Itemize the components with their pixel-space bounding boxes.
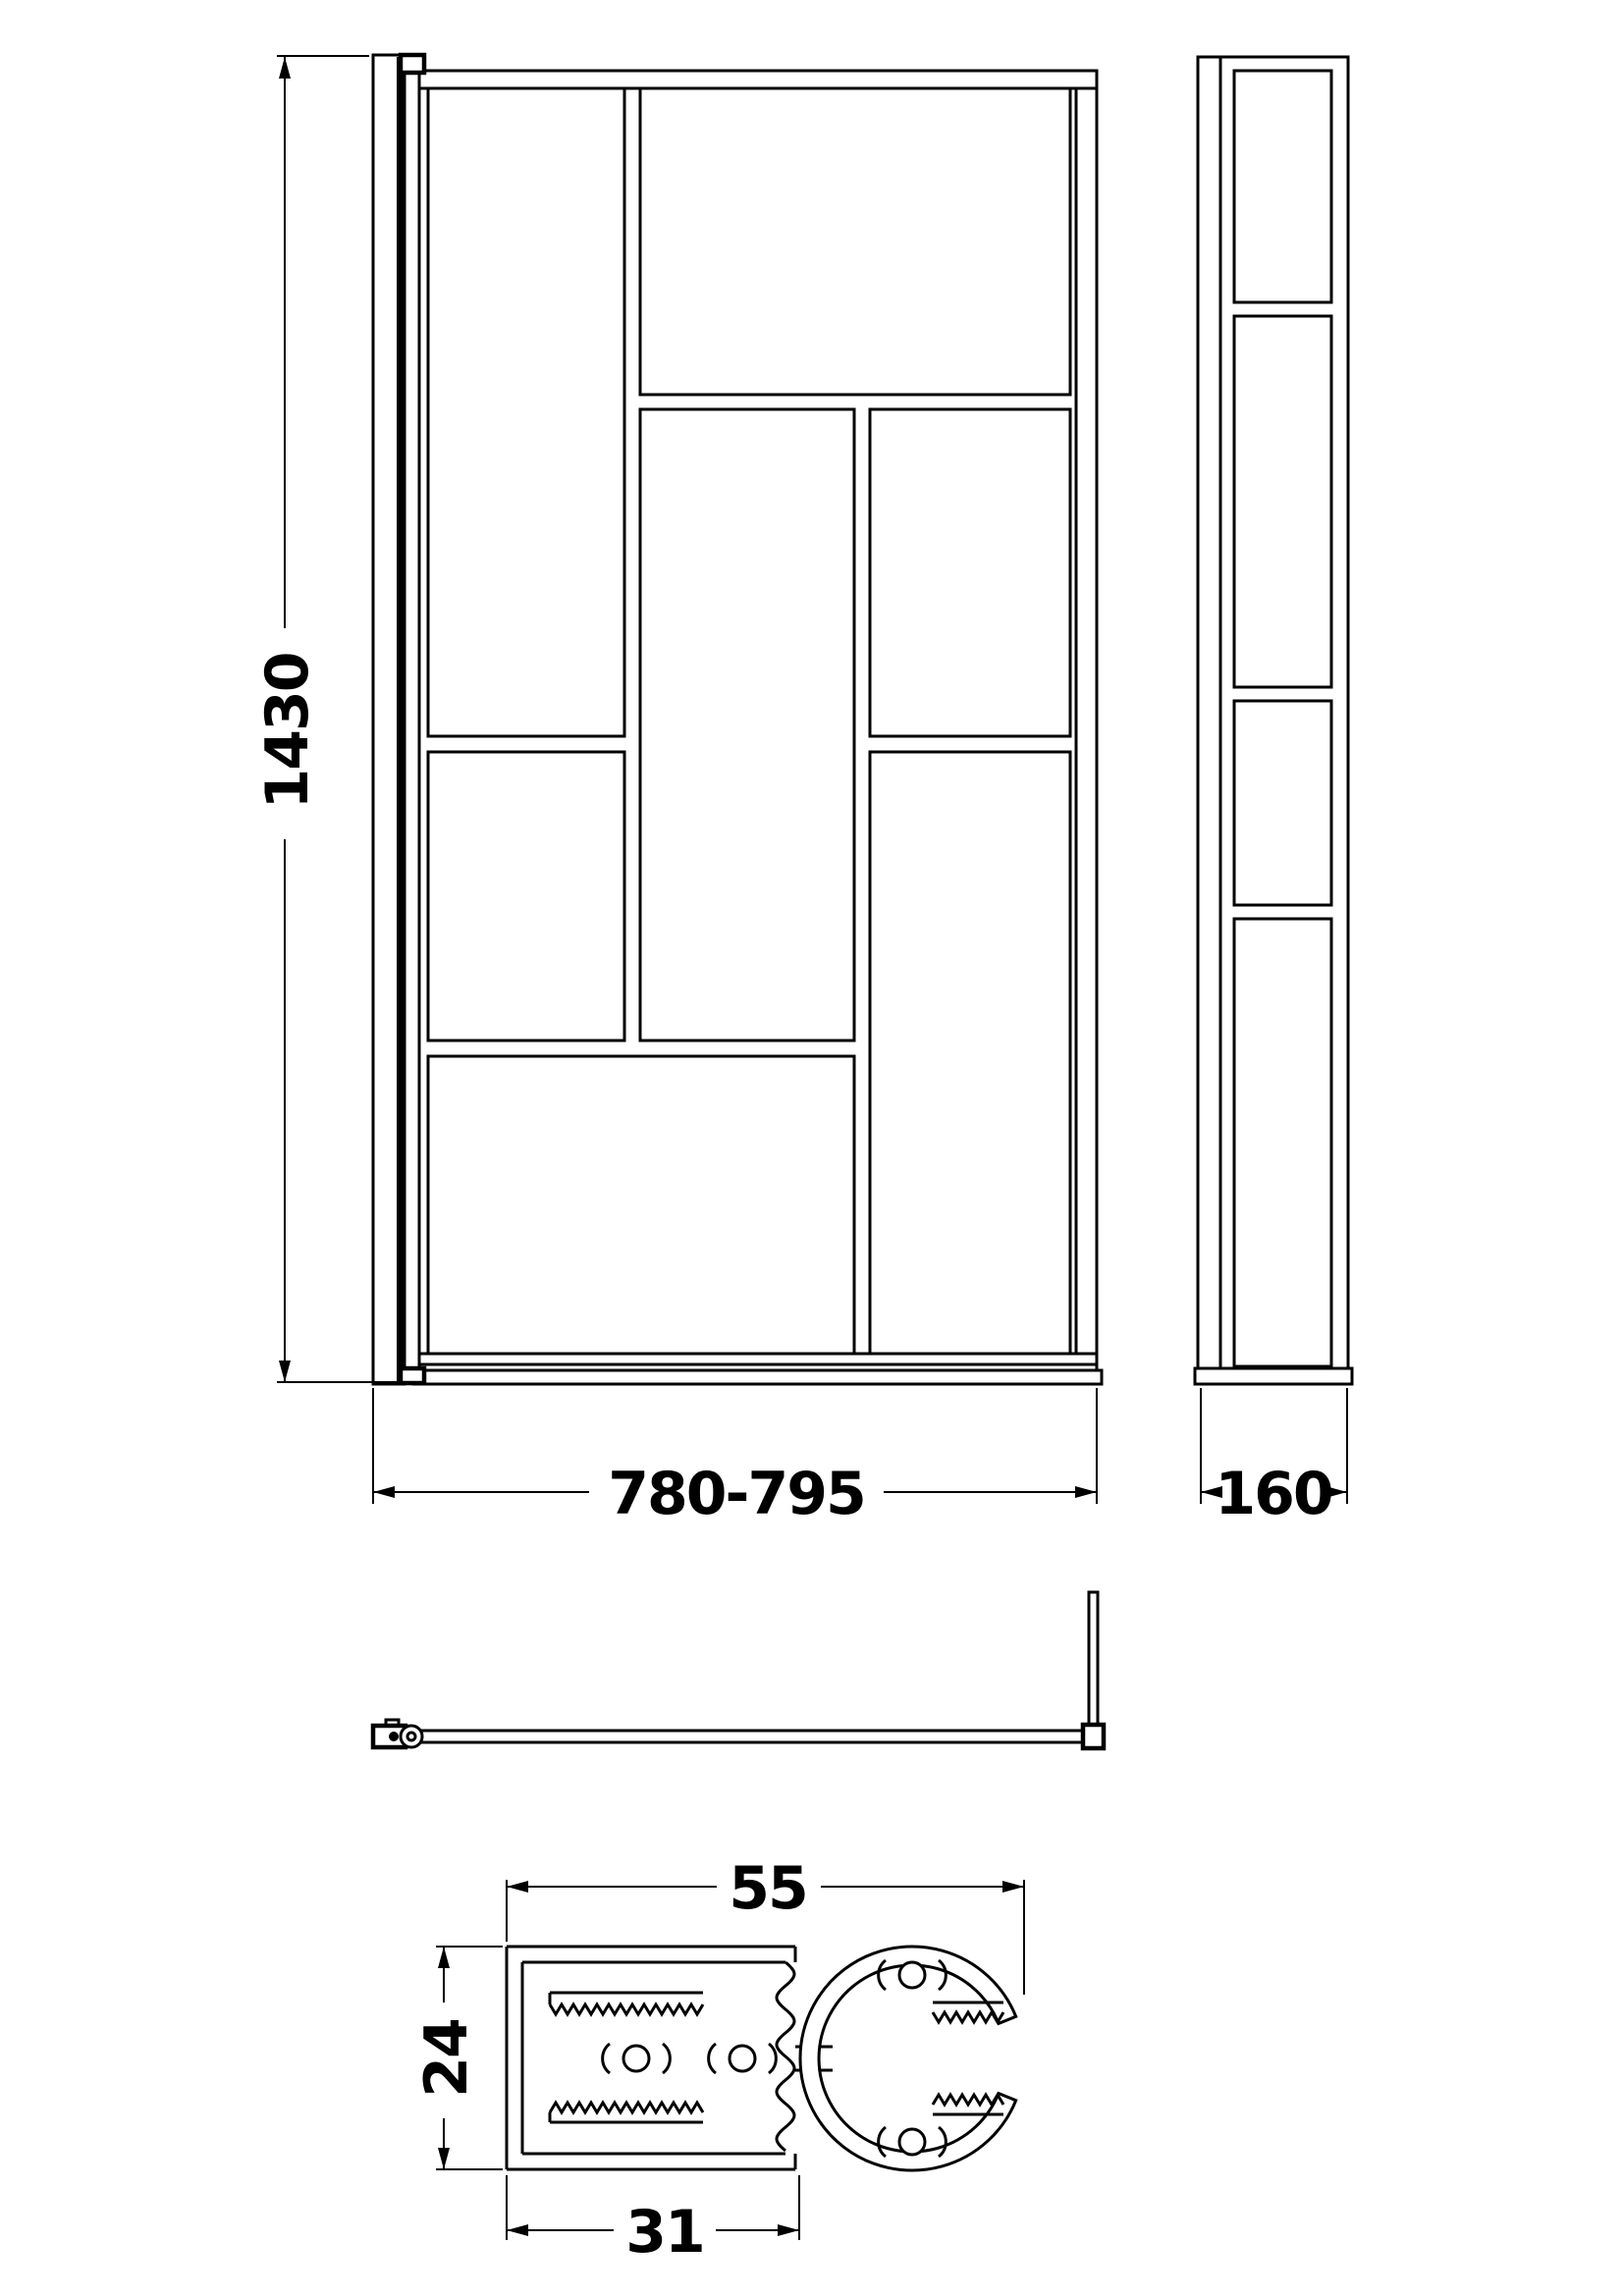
side-elevation-view [1195,57,1352,1384]
arrowhead-up [279,57,291,79]
tube-top-serration [933,2012,1003,2022]
dim-label-height: 1430 [253,653,322,810]
side-pane-2 [1234,316,1331,687]
bottom-rail [413,1370,1102,1384]
plan-hinge-pin [407,1733,415,1740]
dimension-width-780-795 [373,1388,1097,1528]
side-pane-3 [1234,701,1331,905]
dimension-depth-160 [1201,1388,1347,1528]
tube-bottom-serration [933,2095,1003,2105]
wall-profile-glass-stripe [397,57,405,1382]
dim-label-31: 31 [625,2198,704,2267]
glass-channel-extrusion [507,1947,795,2169]
arrowhead-right [1075,1486,1097,1498]
front-elevation-view [373,55,1102,1384]
hinge-tube-extrusion [800,1947,1016,2170]
pane-right-lower [870,752,1070,1354]
dimension-profile-24 [412,1947,503,2169]
pane-center-tall [640,409,854,1041]
pane-bottom-wide [428,1056,854,1354]
pane-top-left [428,88,624,736]
channel-top-serration [550,2004,703,2014]
side-pane-1 [1234,71,1331,302]
dim-label-24: 24 [412,2019,481,2098]
dim-label-55: 55 [729,1854,807,1923]
dimension-profile-31 [507,2175,799,2267]
plan-bracket-screw [389,1732,399,1741]
side-bottom-rail [1195,1368,1352,1384]
plan-return-panel [1089,1592,1098,1727]
pane-top-right-wide [640,88,1070,395]
arrowhead-left [373,1486,395,1498]
pane-middle-right [870,409,1070,736]
plan-view [373,1592,1104,1748]
profile-section-detail [412,1854,1024,2267]
dim-label-depth: 160 [1215,1460,1332,1528]
hinge-profile-top-cap [401,55,424,73]
arrowhead-down [279,1361,291,1382]
channel-bottom-serration [550,2103,703,2112]
side-pane-4 [1234,919,1331,1366]
plan-corner-post [1083,1725,1104,1748]
pane-left-second [428,752,624,1041]
hinge-profile-bottom-foot [401,1368,424,1383]
plan-glass-panel [419,1731,1083,1742]
dim-label-width: 780-795 [608,1460,865,1528]
